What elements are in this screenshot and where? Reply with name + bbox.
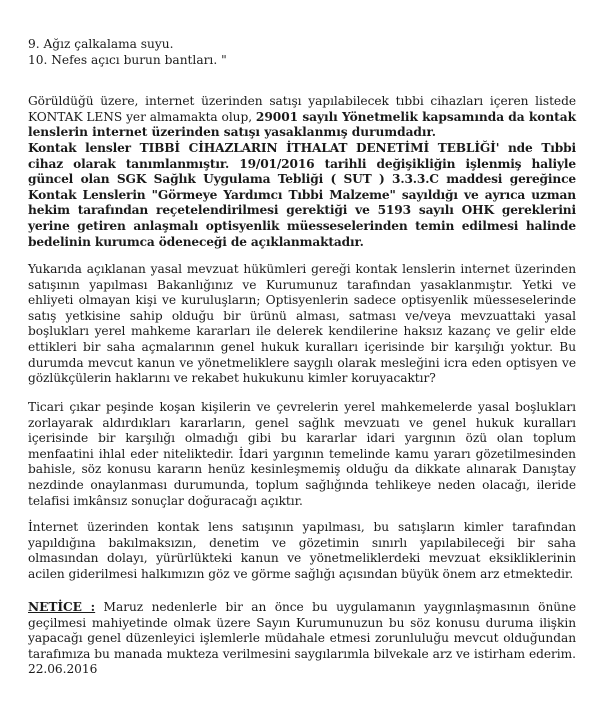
paragraph-text: Görüldüğü üzere, internet üzerinden satışı yapılabilecek tıbbi cihazları içeren listede KONTAK LENS yer almamakta olup, <box>28 94 576 124</box>
paragraph-internet-sales <box>28 94 576 141</box>
paragraph-bold-text: 29001 sayılı Yönetmelik kapsamında da kontak lenslerin internet üzerinden satışı yasaklanmış durumdadır. <box>28 109 576 140</box>
conclusion-text: Maruz nedenlerle bir an önce bu uygulamanın yaygınlaşmasının önüne geçilmesi mahiyetinde olmak üzere Sayın Kurumunuzun bu söz konusu duruma ilişkin yapacağı genel düzenleyici işlemlerle müdahale etmesi zorunluluğu mevcut olduğundan tarafımıza bu manada mukteza verilmesini saygılarımla bilvekale arz ve istirham ederim. 22.06.2016 <box>28 600 577 677</box>
paragraph-online-sales: İnternet üzerinden kontak lens satışının yapılması, bu satışların kimler tarafından yapıldığına bakılmaksızın, denetim ve gözetimin sınırlı yapılabileceği bir saha olmasından dolayı, yürürlükteki kanun ve yönetmeliklerdeki mevzuat eksikliklerinin acilen giderilmesi halkımızın göz ve görme sağlığı açısından büyük önem arz etmektedir. <box>28 520 576 581</box>
list-item: 9. Ağız çalkalama suyu. <box>28 37 174 51</box>
paragraph-commercial-interest: Ticari çıkar peşinde koşan kişilerin ve çevrelerin yerel mahkemelerde yasal boşlukları zorlayarak aldırdıkları kararların, genel sağlık mevzuatı ve genel hukuk kuralları içerisinde bir karşılığı olmadığı gibi bu kararlar idari yargının özü olan toplum menfaatini ihlal eder niteliktedir. İdari yargının temelinde kamu yararı gözetilmesinden bahisle, söz konusu kararın henüz kesinleşmemiş olduğu da dikkate alınarak Danıştay nezdinde onaylanması durumunda, toplum sağlığında tehlikeye neden olacağı, ileride telafisi imkânsız sonuçlar doğuracağı açıktır. <box>28 400 576 508</box>
conclusion-label: NETİCE : <box>28 600 96 614</box>
list-item: 10. Nefes açıcı burun bantları. " <box>28 53 227 67</box>
paragraph-medical-device: Kontak lensler TIBBİ CİHAZLARIN İTHALAT DENETİMİ TEBLİĞİ' nde Tıbbi cihaz olarak tanımlanmıştır. 19/01/2016 tarihli değişikliğin işlenmiş haliyle güncel olan SGK Sağlık Uygulama Tebliği ( SUT ) 3.3.3.C maddesi gereğince Kontak Lenslerin "Görmeye Yardımcı Tıbbi Malzeme" sayıldığı ve ayrıca uzman hekim tarafından reçetelendirilmesi gerektiği ve 5193 sayılı OHK gereklerini yerine getiren anlaşmalı optisyenlik müesseselerinden temin edilmesi halinde bedelinin kurumca ödeneceği de açıklanmaktadır. <box>28 141 576 249</box>
paragraph-conclusion <box>28 600 576 678</box>
paragraph-legal-provisions: Yukarıda açıklanan yasal mevzuat hükümleri gereği kontak lenslerin internet üzerinden satışının yapılması Bakanlığınız ve Kurumunuz tarafından yasaklanmıştır. Yetki ve ehliyeti olmayan kişi ve kuruluşların; Optisyenlerin sadece optisyenlik müesseselerinde satış yetkisine sahip olduğu bir ürünü alması, satması ve/veya mevzuattaki yasal boşlukları yerel mahkeme kararları ile delerek kendilerine haksız kazanç ve gelir elde ettikleri bir saha açmalarının genel hukuk kuralları içerisinde bir karşılığı yoktur. Bu durumda mevcut kanun ve yönetmeliklere saygılı olarak mesleğini icra eden optisyen ve gözlükçülerin haklarını ve rekabet hukukunu kimler koruyacaktır? <box>28 262 576 386</box>
numbered-list <box>28 36 227 68</box>
